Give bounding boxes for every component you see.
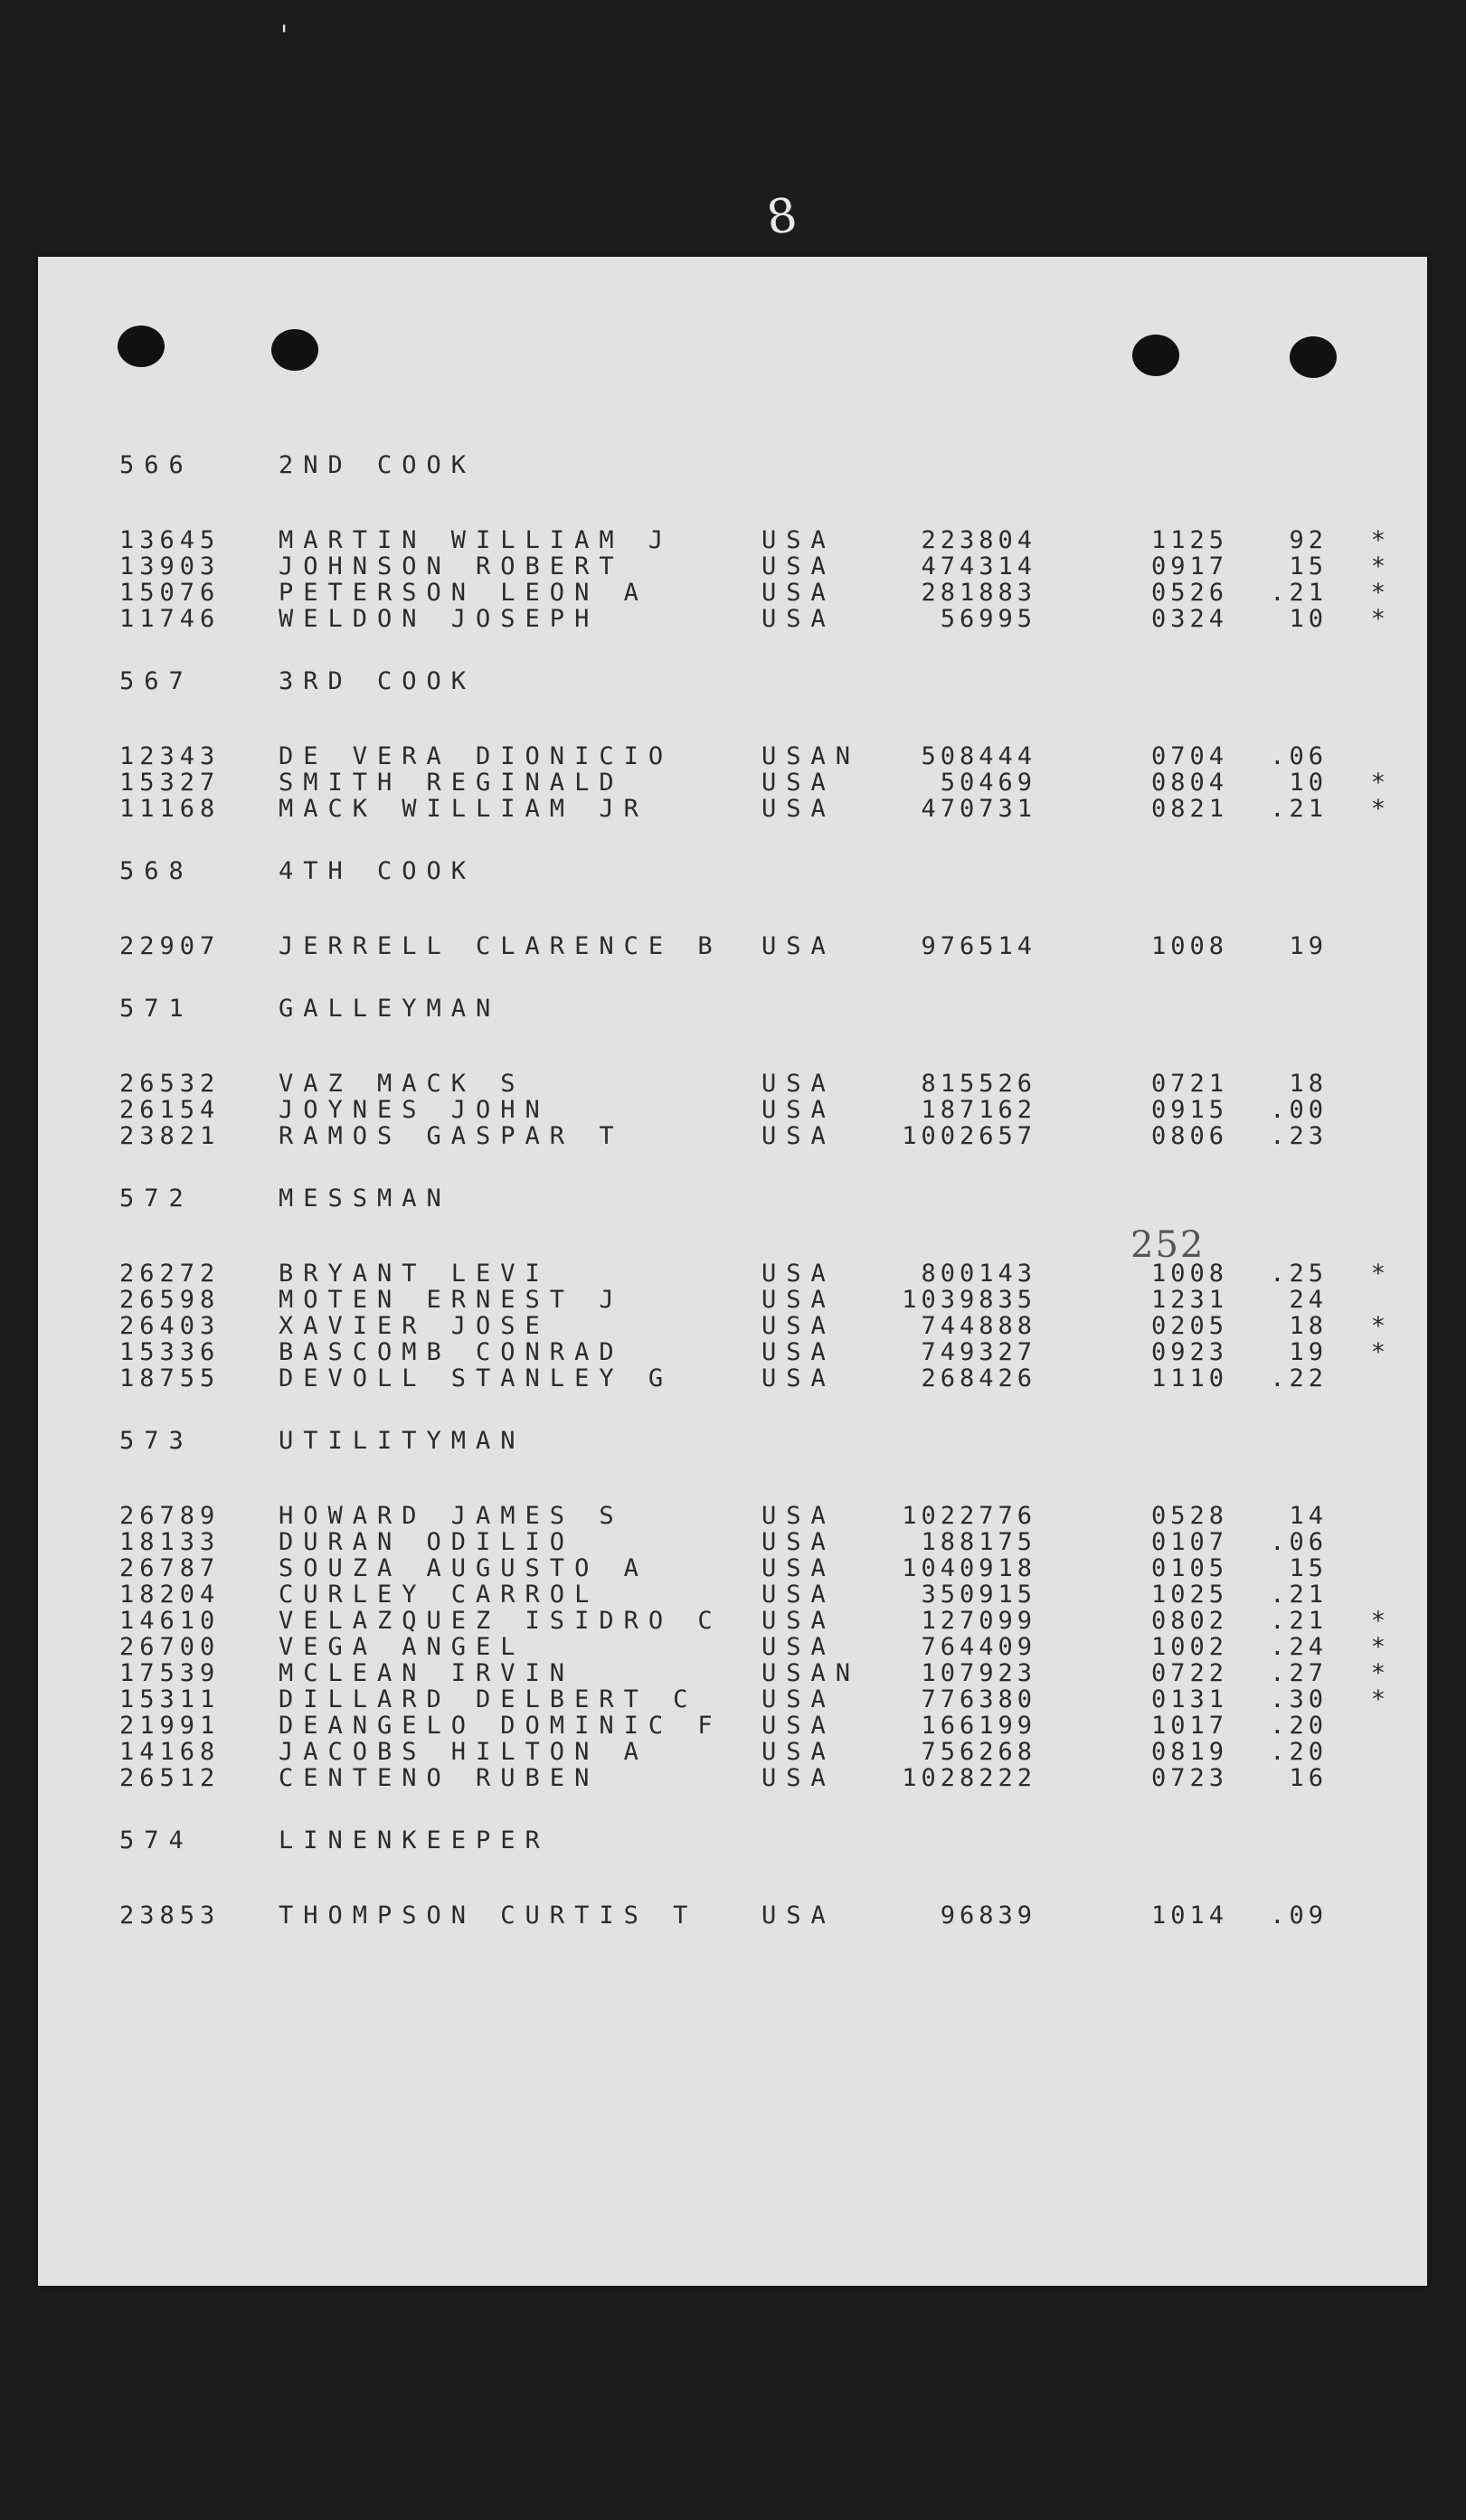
crew-id: 15076 [119,579,221,607]
document-number: 744888 [921,1312,1036,1340]
date-code: 1125 [1150,526,1228,554]
group-title: 3RD COOK [279,667,477,695]
crew-row [119,1634,1386,1660]
crew-row [119,1555,1386,1581]
rate-value: 18 [1289,1070,1328,1098]
rate-value: 18 [1289,1312,1328,1340]
rate-value: .20 [1270,1738,1328,1766]
crew-row [119,1902,1386,1929]
rate-value: 16 [1289,1764,1328,1792]
group-title: GALLEYMAN [279,995,501,1023]
citizenship: USA [761,1364,836,1392]
date-code: 0528 [1150,1502,1228,1530]
document-number: 187162 [921,1096,1036,1124]
group-code: 574 [119,1826,194,1855]
position-group [119,1827,1386,1929]
rate-value: .25 [1270,1260,1328,1288]
citizenship: USA [761,1607,836,1635]
rate-value: .06 [1270,742,1328,770]
citizenship: USA [761,1286,836,1314]
asterisk-mark [1328,1123,1386,1149]
date-code: 0205 [1150,1312,1228,1340]
crew-row [119,1529,1386,1555]
crew-name: JOHNSON ROBERT [279,553,624,580]
date-code: 0324 [1150,605,1228,633]
crew-row [119,743,1386,769]
document-number: 1022776 [902,1502,1036,1530]
group-header [119,1827,1386,1854]
crew-id: 17539 [119,1659,221,1687]
asterisk-mark [1328,1739,1386,1765]
document-number: 508444 [921,742,1036,770]
group-header [119,996,1386,1022]
crew-id: 26154 [119,1096,221,1124]
crew-name: SOUZA AUGUSTO A [279,1555,648,1581]
crew-row [119,1581,1386,1608]
citizenship: USAN [761,742,861,770]
crew-name: CURLEY CARROL [279,1581,600,1608]
crew-name: JERRELL CLARENCE B [279,933,723,959]
date-code: 0105 [1150,1554,1228,1582]
document-number: 756268 [921,1738,1036,1766]
asterisk-mark: * [1370,1685,1386,1713]
punch-hole [118,326,165,367]
crew-row [119,1660,1386,1686]
asterisk-mark: * [1370,1607,1386,1635]
position-group [119,1185,1386,1392]
rate-value: 15 [1289,552,1328,580]
crew-name: HOWARD JAMES S [279,1503,624,1529]
asterisk-mark: * [1370,1633,1386,1661]
crew-id: 26700 [119,1633,221,1661]
date-code: 1008 [1150,1260,1228,1288]
position-group [119,858,1386,959]
page-number-stamp: 252 [1130,1224,1206,1266]
crew-name: MOTEN ERNEST J [279,1287,624,1313]
rate-value: .27 [1270,1659,1328,1687]
document-number: 50469 [940,769,1036,797]
punch-hole [1290,336,1337,378]
crew-row [119,1713,1386,1739]
date-code: 0923 [1150,1338,1228,1366]
date-code: 1008 [1150,932,1228,960]
rate-value: .21 [1270,1607,1328,1635]
document-number: 1040918 [902,1554,1036,1582]
document-number: 188175 [921,1528,1036,1556]
document-number: 281883 [921,579,1036,607]
crew-id: 15327 [119,769,221,797]
date-code: 0723 [1150,1764,1228,1792]
asterisk-mark [1328,1287,1386,1313]
date-code: 1002 [1150,1633,1228,1661]
crew-name: CENTENO RUBEN [279,1765,600,1791]
date-code: 0526 [1150,579,1228,607]
document-number: 223804 [921,526,1036,554]
crew-id: 18133 [119,1528,221,1556]
crew-row [119,1260,1386,1287]
crew-id: 26789 [119,1502,221,1530]
crew-name: WELDON JOSEPH [279,606,600,632]
crew-name: JOYNES JOHN [279,1097,550,1123]
position-group [119,1428,1386,1791]
asterisk-mark: * [1370,579,1386,607]
document-number: 470731 [921,795,1036,823]
document-number: 107923 [921,1659,1036,1687]
crew-id: 26512 [119,1764,221,1792]
crew-id: 12343 [119,742,221,770]
group-header [119,1185,1386,1212]
crew-row [119,606,1386,632]
crew-row [119,1097,1386,1123]
crew-id: 11168 [119,795,221,823]
citizenship: USA [761,605,836,633]
asterisk-mark [1328,743,1386,769]
crew-name: RAMOS GASPAR T [279,1123,624,1149]
document-number: 96839 [940,1902,1036,1930]
crew-row [119,1071,1386,1097]
crew-id: 26532 [119,1070,221,1098]
crew-id: 18755 [119,1364,221,1392]
crew-row [119,553,1386,580]
crew-row [119,580,1386,606]
date-code: 0131 [1150,1685,1228,1713]
document-number: 800143 [921,1260,1036,1288]
asterisk-mark: * [1370,1659,1386,1687]
rate-value: 19 [1289,1338,1328,1366]
crew-id: 26403 [119,1312,221,1340]
crew-id: 14610 [119,1607,221,1635]
crew-name: DEVOLL STANLEY G [279,1365,674,1392]
citizenship: USA [761,1712,836,1740]
rate-value: .20 [1270,1712,1328,1740]
asterisk-mark [1328,933,1386,959]
crew-name: XAVIER JOSE [279,1313,550,1339]
crew-id: 22907 [119,932,221,960]
rate-value: .22 [1270,1364,1328,1392]
rate-value: 10 [1289,605,1328,633]
scan-tick-mark: ' [280,20,288,52]
citizenship: USA [761,1528,836,1556]
crew-row [119,1686,1386,1713]
rate-value: .30 [1270,1685,1328,1713]
crew-id: 14168 [119,1738,221,1766]
citizenship: USA [761,1070,836,1098]
crew-id: 15311 [119,1685,221,1713]
crew-row [119,769,1386,796]
group-header [119,452,1386,478]
citizenship: USA [761,526,836,554]
crew-id: 21991 [119,1712,221,1740]
rate-value: .24 [1270,1633,1328,1661]
crew-id: 23853 [119,1902,221,1930]
crew-id: 11746 [119,605,221,633]
citizenship: USA [761,1902,836,1930]
date-code: 0819 [1150,1738,1228,1766]
citizenship: USA [761,795,836,823]
crew-row [119,1313,1386,1339]
crew-row [119,1365,1386,1392]
crew-row [119,1608,1386,1634]
crew-id: 26272 [119,1260,221,1288]
group-code: 567 [119,667,194,695]
asterisk-mark [1328,1902,1386,1929]
citizenship: USA [761,1685,836,1713]
date-code: 0917 [1150,552,1228,580]
citizenship: USA [761,1122,836,1150]
crew-id: 26598 [119,1286,221,1314]
date-code: 0704 [1150,742,1228,770]
date-code: 0802 [1150,1607,1228,1635]
rate-value: 14 [1289,1502,1328,1530]
citizenship: USA [761,579,836,607]
asterisk-mark [1328,1097,1386,1123]
citizenship: USA [761,1502,836,1530]
crew-row [119,1765,1386,1791]
rate-value: .23 [1270,1122,1328,1150]
crew-name: MARTIN WILLIAM J [279,527,674,553]
citizenship: USA [761,769,836,797]
crew-name: SMITH REGINALD [279,769,624,796]
date-code: 1025 [1150,1581,1228,1609]
position-group [119,668,1386,822]
crew-id: 15336 [119,1338,221,1366]
group-title: LINENKEEPER [279,1826,550,1855]
date-code: 0721 [1150,1070,1228,1098]
crew-row [119,796,1386,822]
document-number: 56995 [940,605,1036,633]
citizenship: USA [761,1554,836,1582]
group-header [119,1428,1386,1454]
scan-handwritten-mark: 8 [762,187,801,247]
date-code: 1231 [1150,1286,1228,1314]
citizenship: USA [761,1338,836,1366]
asterisk-mark: * [1370,552,1386,580]
date-code: 1017 [1150,1712,1228,1740]
document-number: 127099 [921,1607,1036,1635]
citizenship: USA [761,1738,836,1766]
document-number: 166199 [921,1712,1036,1740]
crew-name: MACK WILLIAM JR [279,796,648,822]
crew-name: BRYANT LEVI [279,1260,550,1287]
date-code: 0107 [1150,1528,1228,1556]
crew-name: DURAN ODILIO [279,1529,575,1555]
group-title: UTILITYMAN [279,1427,525,1455]
asterisk-mark [1328,1529,1386,1555]
asterisk-mark [1328,1555,1386,1581]
group-code: 573 [119,1427,194,1455]
crew-row [119,527,1386,553]
asterisk-mark: * [1370,1338,1386,1366]
citizenship: USA [761,552,836,580]
date-code: 0821 [1150,795,1228,823]
group-code: 571 [119,995,194,1023]
document-number: 1002657 [902,1122,1036,1150]
rate-value: .06 [1270,1528,1328,1556]
citizenship: USA [761,1633,836,1661]
crew-name: THOMPSON CURTIS T [279,1902,698,1929]
asterisk-mark: * [1370,795,1386,823]
citizenship: USA [761,1581,836,1609]
crew-name: DILLARD DELBERT C [279,1686,698,1713]
crew-id: 18204 [119,1581,221,1609]
crew-name: VELAZQUEZ ISIDRO C [279,1608,723,1634]
date-code: 0804 [1150,769,1228,797]
group-code: 568 [119,857,194,885]
group-header [119,858,1386,884]
document-number: 776380 [921,1685,1036,1713]
group-code: 572 [119,1184,194,1213]
crew-row [119,1739,1386,1765]
crew-name: DE VERA DIONICIO [279,743,674,769]
document-number: 815526 [921,1070,1036,1098]
asterisk-mark [1328,1503,1386,1529]
crew-row [119,933,1386,959]
group-title: 2ND COOK [279,451,477,479]
crew-row [119,1339,1386,1365]
rate-value: 92 [1289,526,1328,554]
asterisk-mark [1328,1365,1386,1392]
crew-row [119,1123,1386,1149]
asterisk-mark: * [1370,1260,1386,1288]
citizenship: USA [761,932,836,960]
asterisk-mark [1328,1581,1386,1608]
crew-name: VEGA ANGEL [279,1634,525,1660]
crew-name: BASCOMB CONRAD [279,1339,624,1365]
rate-value: 19 [1289,932,1328,960]
asterisk-mark: * [1370,1312,1386,1340]
punch-hole [1132,335,1179,376]
rate-value: .21 [1270,795,1328,823]
asterisk-mark: * [1370,605,1386,633]
rate-value: 10 [1289,769,1328,797]
crew-name: MCLEAN IRVIN [279,1660,575,1686]
document-number: 474314 [921,552,1036,580]
group-title: 4TH COOK [279,857,477,885]
date-code: 0915 [1150,1096,1228,1124]
crew-id: 13645 [119,526,221,554]
document-number: 1039835 [902,1286,1036,1314]
date-code: 1014 [1150,1902,1228,1930]
citizenship: USA [761,1764,836,1792]
group-header [119,668,1386,694]
crew-row [119,1287,1386,1313]
date-code: 1110 [1150,1364,1228,1392]
document-sheet [38,257,1427,2286]
punch-hole [271,329,318,371]
rate-value: .09 [1270,1902,1328,1930]
crew-row [119,1503,1386,1529]
document-number: 350915 [921,1581,1036,1609]
group-code: 566 [119,451,194,479]
crew-id: 23821 [119,1122,221,1150]
date-code: 0806 [1150,1122,1228,1150]
asterisk-mark [1328,1713,1386,1739]
citizenship: USAN [761,1659,861,1687]
rate-value: .21 [1270,579,1328,607]
rate-value: 15 [1289,1554,1328,1582]
citizenship: USA [761,1096,836,1124]
asterisk-mark [1328,1765,1386,1791]
position-group [119,452,1386,632]
crew-name: PETERSON LEON A [279,580,648,606]
document-number: 749327 [921,1338,1036,1366]
document-number: 1028222 [902,1764,1036,1792]
crew-name: JACOBS HILTON A [279,1739,648,1765]
group-title: MESSMAN [279,1184,451,1213]
asterisk-mark: * [1370,769,1386,797]
rate-value: .00 [1270,1096,1328,1124]
date-code: 0722 [1150,1659,1228,1687]
crew-id: 26787 [119,1554,221,1582]
document-number: 764409 [921,1633,1036,1661]
citizenship: USA [761,1312,836,1340]
asterisk-mark [1328,1071,1386,1097]
position-group [119,996,1386,1149]
crew-name: DEANGELO DOMINIC F [279,1713,723,1739]
crew-id: 13903 [119,552,221,580]
rate-value: .21 [1270,1581,1328,1609]
document-number: 268426 [921,1364,1036,1392]
rate-value: 24 [1289,1286,1328,1314]
crew-listing [119,452,1386,1965]
citizenship: USA [761,1260,836,1288]
document-number: 976514 [921,932,1036,960]
asterisk-mark: * [1370,526,1386,554]
crew-name: VAZ MACK S [279,1071,525,1097]
